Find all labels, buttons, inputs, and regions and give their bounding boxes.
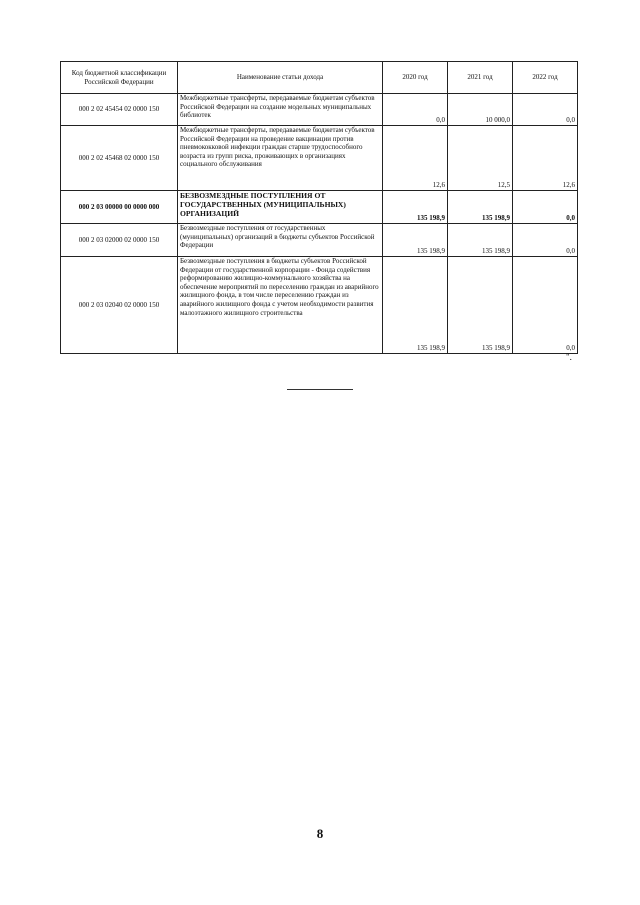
header-2020: 2020 год (383, 62, 448, 94)
header-2021: 2021 год (448, 62, 513, 94)
row-name: Межбюджетные трансферты, передаваемые бюджетам субъектов Российской Федерации на создание модельных муниципальных библиотек (178, 94, 383, 126)
row-code: 000 2 03 02040 02 0000 150 (61, 257, 178, 354)
row-value-2022: 0,0 (513, 94, 578, 126)
row-value-2020: 0,0 (383, 94, 448, 126)
header-code: Код бюджетной классификации Российской Федерации (61, 62, 178, 94)
table-row (61, 126, 578, 191)
closing-quote: ". (566, 352, 572, 362)
revenue-table (60, 61, 578, 354)
row-name: Межбюджетные трансферты, передаваемые бюджетам субъектов Российской Федерации на проведение вакцинации против пневмококковой инфекции граждан старше трудоспособного возраста из групп риска, проживающих в организациях социального обслуживания (178, 126, 383, 191)
row-value-2022: 12,6 (513, 126, 578, 191)
row-value-2021: 12,5 (448, 126, 513, 191)
table-row-total (61, 191, 578, 224)
row-value-2020: 135 198,9 (383, 191, 448, 224)
row-code: 000 2 02 45454 02 0000 150 (61, 94, 178, 126)
row-code: 000 2 03 00000 00 0000 000 (61, 191, 178, 224)
table-row (61, 94, 578, 126)
header-name: Наименование статьи дохода (178, 62, 383, 94)
page-number: 8 (316, 826, 324, 841)
row-value-2020: 12,6 (383, 126, 448, 191)
row-code: 000 2 03 02000 02 0000 150 (61, 224, 178, 257)
row-value-2022: 0,0 (513, 224, 578, 257)
row-value-2021: 10 000,0 (448, 94, 513, 126)
row-name: Безвозмездные поступления в бюджеты субъектов Российской Федерации от государственной корпорации - Фонда содействия реформированию жилищно-коммунального хозяйства на обеспечение мероприятий по переселению граждан из аварийного жилищного фонда, в том числе переселению граждан из аварийного жилищного фонда с учетом необходимости развития малоэтажного жилищного строительства (178, 257, 383, 354)
table-row (61, 257, 578, 354)
row-value-2022: 0,0 (513, 191, 578, 224)
row-value-2020: 135 198,9 (383, 257, 448, 354)
row-value-2020: 135 198,9 (383, 224, 448, 257)
table-header-row (61, 62, 578, 94)
section-divider (287, 389, 353, 390)
row-value-2021: 135 198,9 (448, 191, 513, 224)
row-value-2022: 0,0 (513, 257, 578, 354)
row-name: Безвозмездные поступления от государственных (муниципальных) организаций в бюджеты субъектов Российской Федерации (178, 224, 383, 257)
row-value-2021: 135 198,9 (448, 224, 513, 257)
table-row (61, 224, 578, 257)
row-name: БЕЗВОЗМЕЗДНЫЕ ПОСТУПЛЕНИЯ ОТ ГОСУДАРСТВЕННЫХ (МУНИЦИПАЛЬНЫХ) ОРГАНИЗАЦИЙ (178, 191, 383, 224)
row-code: 000 2 02 45468 02 0000 150 (61, 126, 178, 191)
row-value-2021: 135 198,9 (448, 257, 513, 354)
header-2022: 2022 год (513, 62, 578, 94)
